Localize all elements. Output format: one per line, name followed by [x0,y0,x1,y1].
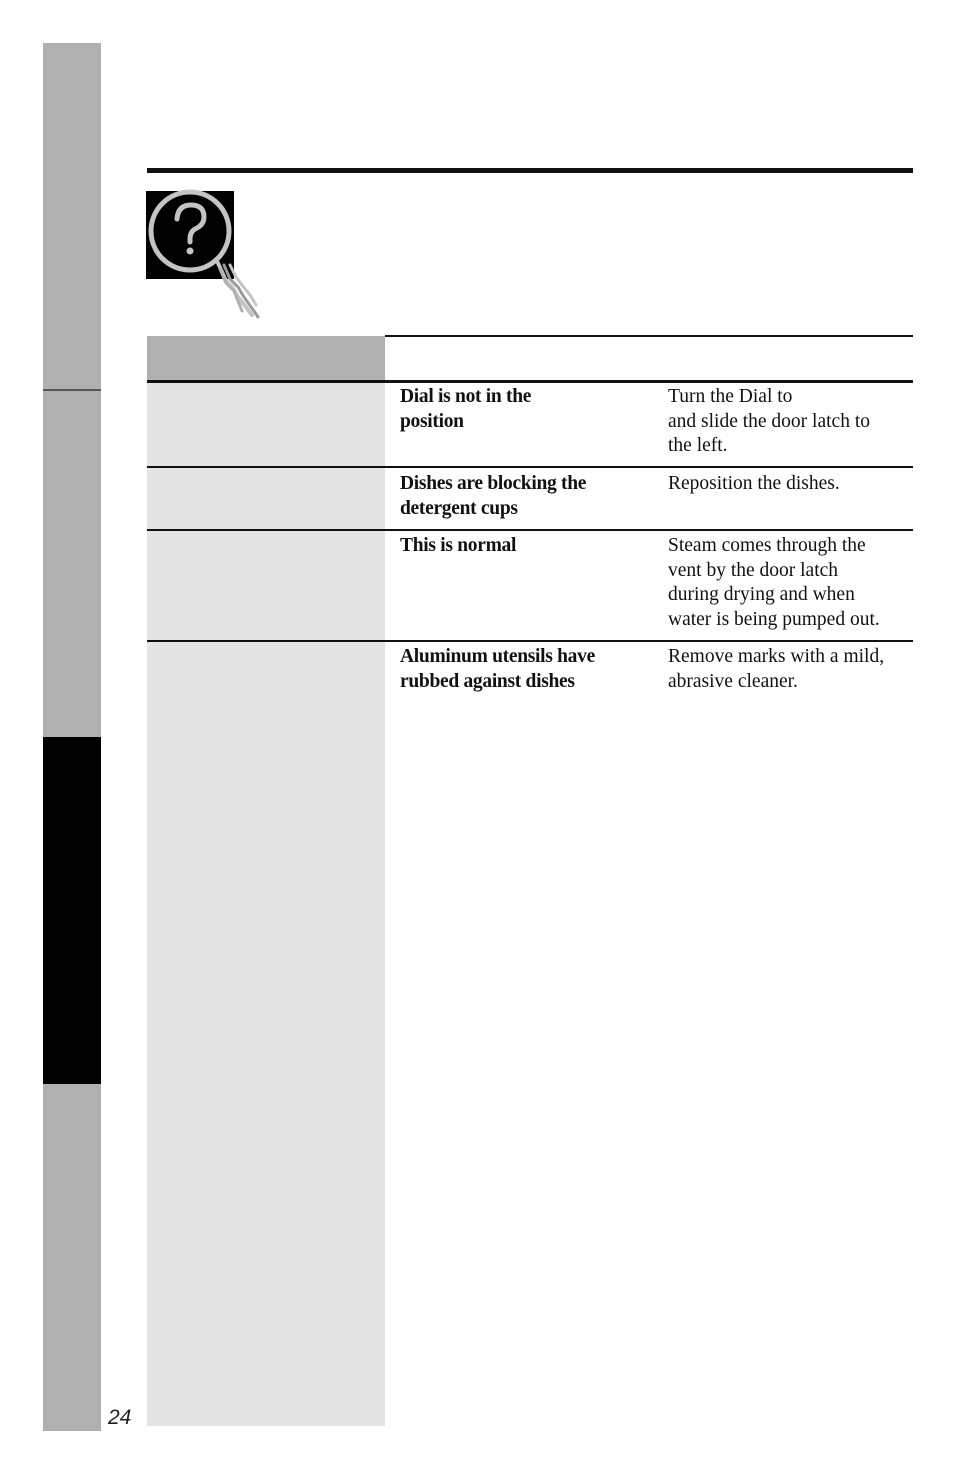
remedy-cell [668,645,918,694]
magnifier-question-icon [146,183,266,323]
cause-cell [400,645,650,694]
section-top-rule [147,168,913,173]
table-header-rule [385,335,913,337]
table-header-bottom-rule [147,380,913,383]
cause-cell [400,534,650,559]
row-divider [147,529,913,531]
cause-line: rubbed against dishes [400,670,575,692]
page-number: 24 [108,1406,132,1429]
remedy-line: abrasive cleaner. [668,670,798,692]
remedy-line: Reposition the dishes. [668,473,840,494]
remedy-cell [668,534,918,632]
problem-column-header [147,336,385,381]
row-divider [147,640,913,642]
cause-line: Dial is not in the [400,386,532,407]
side-tab-active [43,737,101,1084]
cause-cell [400,385,650,434]
problem-column [147,383,385,1426]
cause-line: position [400,410,464,432]
remedy-line: the left. [668,435,728,456]
remedy-line: Turn the Dial to [668,386,793,407]
remedy-line: Remove marks with a mild, [668,646,885,667]
remedy-line: vent by the door latch [668,559,839,581]
side-tab-4 [43,1084,101,1431]
remedy-line: Steam comes through the [668,535,866,556]
row-divider [147,466,913,468]
remedy-line: during drying and when [668,584,855,605]
remedy-line: water is being pumped out. [668,608,880,630]
cause-line: This is normal [400,535,517,556]
remedy-line: and slide the door latch to [668,410,870,432]
cause-line: Aluminum utensils have [400,646,595,667]
remedy-cell [668,472,918,497]
side-tab-2 [43,391,101,737]
cause-line: detergent cups [400,497,518,519]
remedy-cell [668,385,918,459]
side-tab-1 [43,43,101,389]
cause-cell [400,472,650,521]
cause-line: Dishes are blocking the [400,473,587,494]
